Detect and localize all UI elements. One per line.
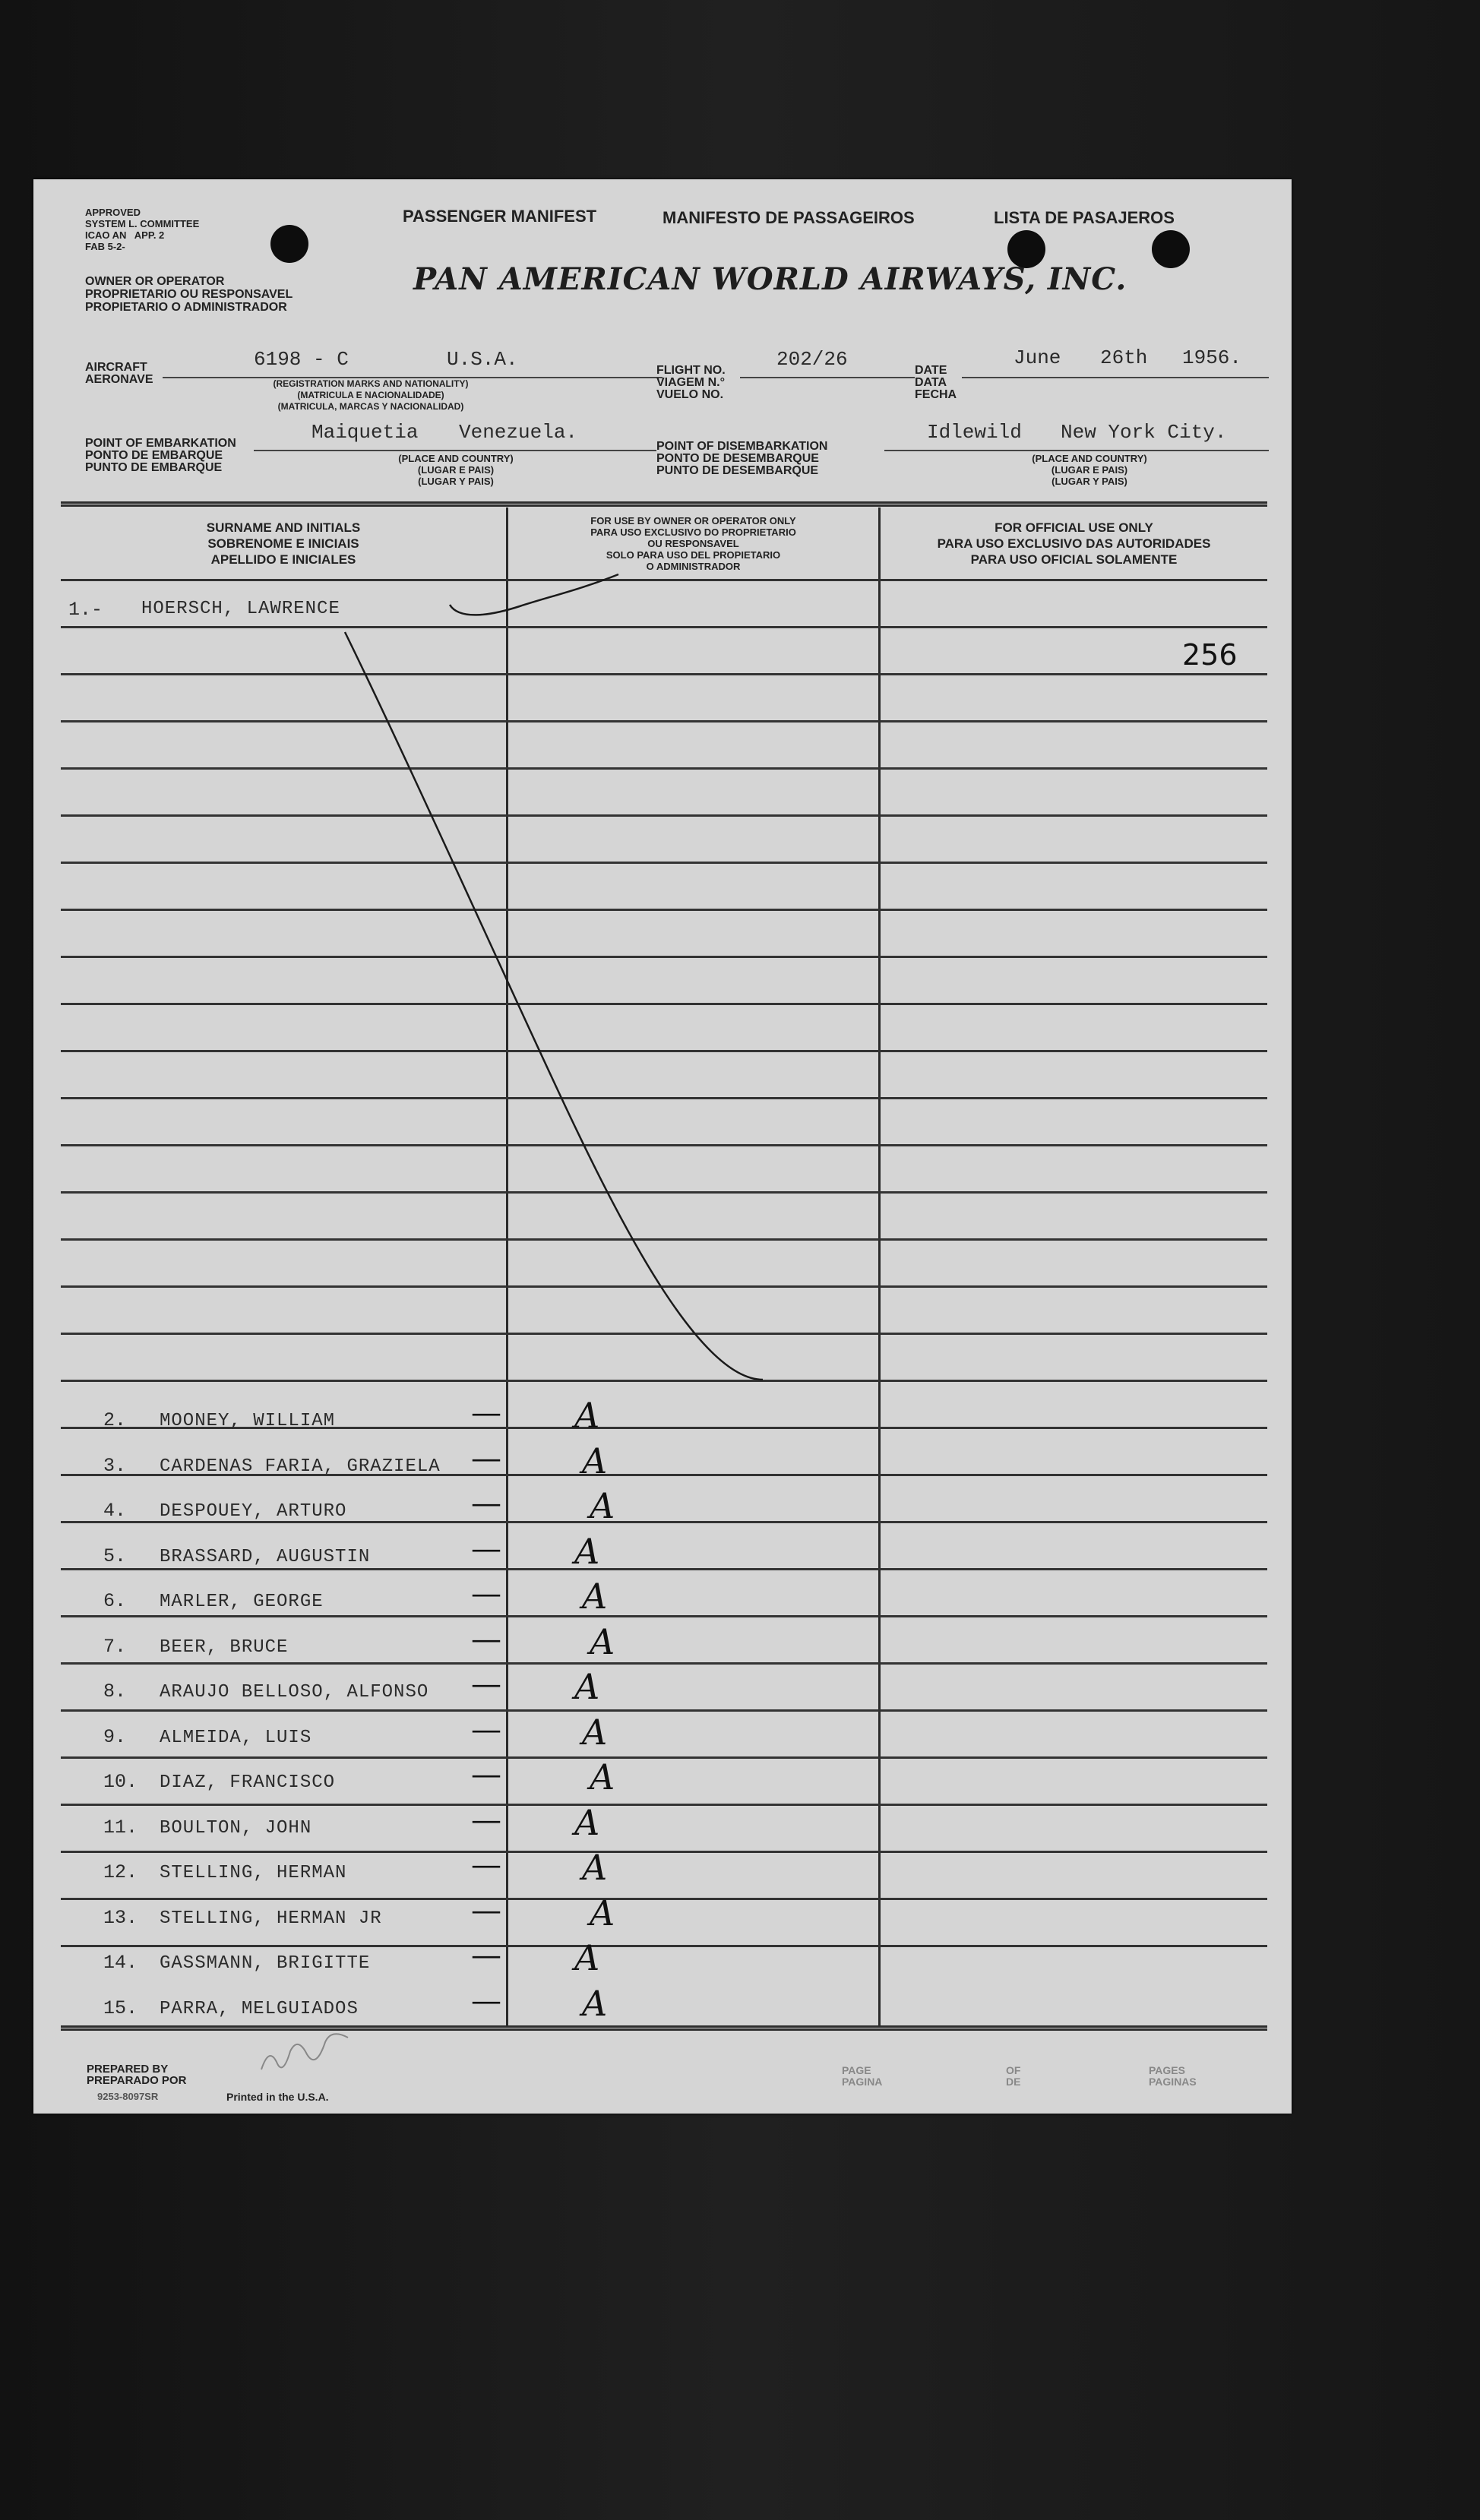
passenger-number: 10.	[103, 1771, 138, 1793]
passenger-row	[61, 1888, 1267, 1935]
passenger-row	[61, 1798, 1267, 1845]
passenger-number: 7.	[103, 1636, 127, 1658]
disembarkation-label: PUNTO DE DESEMBARQUE	[656, 464, 819, 477]
column-header-line: PARA USO EXCLUSIVO DO PROPRIETARIO	[590, 526, 796, 538]
aircraft-label: AERONAVE	[85, 373, 153, 386]
handwritten-mark: A	[582, 1440, 608, 1481]
first-passenger-name: HOERSCH, LAWRENCE	[141, 599, 340, 619]
approval-line: APPROVED	[85, 207, 141, 218]
approval-line: SYSTEM	[85, 218, 126, 229]
passenger-name: BOULTON, JOHN	[160, 1818, 312, 1839]
passenger-number: 8.	[103, 1681, 127, 1703]
check-stroke	[450, 574, 618, 615]
passenger-row	[61, 1526, 1267, 1573]
flight-number: 202/26	[776, 348, 848, 371]
aircraft-nationality: U.S.A.	[447, 348, 518, 371]
official-stamp-number: 256	[1182, 638, 1238, 672]
registration-caption: (REGISTRATION MARKS AND NATIONALITY)	[273, 378, 469, 389]
of-label: DE	[1006, 2076, 1021, 2088]
handwritten-mark: A	[574, 1531, 600, 1572]
column-header-line: SURNAME AND INITIALS	[206, 520, 361, 535]
handwritten-mark: A	[582, 1983, 608, 2024]
passenger-number: 6.	[103, 1590, 127, 1612]
signature-scribble	[261, 2034, 348, 2069]
embarkation-country: Venezuela.	[459, 421, 578, 444]
passenger-number: 15.	[103, 1997, 138, 2019]
passenger-name: BEER, BRUCE	[160, 1637, 289, 1658]
passenger-name: BRASSARD, AUGUSTIN	[160, 1547, 371, 1567]
passenger-name: ALMEIDA, LUIS	[160, 1728, 312, 1748]
owner-label: PROPIETARIO O ADMINISTRADOR	[85, 301, 287, 314]
printed-in-usa: Printed in the U.S.A.	[226, 2091, 329, 2103]
of-labels	[1006, 2065, 1020, 2088]
prepared-label: PREPARED BY	[87, 2063, 169, 2076]
handwritten-mark: A	[574, 1937, 600, 1978]
approval-line: L. COMMITTEE	[128, 218, 200, 229]
passenger-row	[61, 1933, 1267, 1980]
passenger-row	[61, 1390, 1267, 1437]
passenger-name: MOONEY, WILLIAM	[160, 1411, 336, 1431]
place-caption: (PLACE AND COUNTRY)	[1032, 453, 1147, 464]
disembarkation-label: POINT OF DISEMBARKATION	[656, 440, 828, 453]
handwritten-tick-icon: —	[471, 1486, 501, 1521]
passenger-name: PARRA, MELGUIADOS	[160, 1999, 359, 2019]
disembarkation-place: Idlewild	[927, 421, 1022, 444]
flight-label: VIAGEM N.°	[656, 376, 725, 389]
passenger-row	[61, 1662, 1267, 1709]
handwritten-mark: A	[590, 1621, 615, 1662]
passenger-name: DESPOUEY, ARTURO	[160, 1501, 347, 1522]
passenger-row	[61, 1842, 1267, 1889]
aircraft-label: AIRCRAFT	[85, 361, 147, 374]
embarkation-label: POINT OF EMBARKATION	[85, 437, 236, 450]
table-bottom-rule	[61, 2025, 1267, 2031]
date-day: 26th	[1100, 346, 1148, 369]
approval-line: FAB 5-2-	[85, 241, 125, 252]
passenger-number: 11.	[103, 1816, 138, 1839]
handwritten-tick-icon: —	[471, 1893, 501, 1928]
embarkation-label: PONTO DE EMBARQUE	[85, 449, 223, 462]
aircraft-registration: 6198 - C	[254, 348, 349, 371]
airline-name: PAN AMERICAN WORLD AIRWAYS, INC.	[413, 261, 1127, 297]
handwritten-tick-icon: —	[471, 1441, 501, 1476]
passenger-name: GASSMANN, BRIGITTE	[160, 1953, 371, 1974]
strike-stroke	[345, 632, 763, 1380]
handwritten-mark: A	[582, 1576, 608, 1617]
handwritten-tick-icon: —	[471, 1803, 501, 1838]
column-header-line: APELLIDO E INICIALES	[210, 552, 356, 567]
handwritten-mark: A	[590, 1756, 615, 1798]
pages-label: PAGINAS	[1149, 2076, 1197, 2088]
column-header-line: OU RESPONSAVEL	[647, 538, 739, 549]
registration-caption: (MATRICULA E NACIONALIDADE)	[297, 390, 444, 400]
place-caption: (LUGAR E PAIS)	[417, 464, 495, 476]
handwritten-mark: A	[590, 1485, 615, 1526]
passenger-row	[61, 1481, 1267, 1528]
handwritten-mark: A	[574, 1666, 600, 1707]
passenger-name: ARAUJO BELLOSO, ALFONSO	[160, 1682, 429, 1703]
column-header-line: FOR OFFICIAL USE ONLY	[995, 520, 1153, 535]
title-lista: LISTA DE PASAJEROS	[994, 208, 1175, 227]
date-year: 1956.	[1182, 346, 1242, 369]
date-label: FECHA	[915, 388, 957, 401]
passenger-name: MARLER, GEORGE	[160, 1592, 324, 1612]
column-header-line: SOLO PARA USO DEL PROPIETARIO	[606, 549, 781, 561]
approval-line: APP. 2	[134, 229, 165, 241]
handwritten-mark: A	[582, 1712, 608, 1753]
manifest-sheet	[33, 179, 1292, 2114]
handwritten-tick-icon: —	[471, 1667, 501, 1702]
place-caption: (LUGAR E PAIS)	[1051, 464, 1128, 476]
place-caption: (LUGAR Y PAIS)	[1051, 476, 1127, 487]
title-passenger-manifest: PASSENGER MANIFEST	[403, 207, 597, 226]
passenger-row	[61, 1571, 1267, 1618]
passenger-name: CARDENAS FARIA, GRAZIELA	[160, 1456, 441, 1477]
disembarkation-city: New York City.	[1061, 421, 1227, 444]
handwritten-tick-icon: —	[471, 1938, 501, 1973]
handwritten-tick-icon: —	[471, 1396, 501, 1431]
owner-label: OWNER OR OPERATOR	[85, 275, 225, 288]
handwritten-tick-icon: —	[471, 1757, 501, 1792]
pages-label: PAGES	[1149, 2064, 1185, 2076]
page-label: PAGINA	[842, 2076, 883, 2088]
handwritten-mark: A	[590, 1892, 615, 1933]
passenger-number: 14.	[103, 1952, 138, 1974]
approval-line: ICAO AN	[85, 229, 127, 241]
form-number: 9253-8097SR	[97, 2091, 159, 2102]
column-header-line: FOR USE BY OWNER OR OPERATOR ONLY	[590, 515, 796, 526]
passenger-number: 9.	[103, 1726, 127, 1748]
date-label: DATE	[915, 364, 947, 377]
passenger-number: 4.	[103, 1500, 127, 1522]
passenger-number: 5.	[103, 1545, 127, 1567]
prepared-label: PREPARADO POR	[87, 2074, 187, 2087]
handwritten-mark: A	[574, 1802, 600, 1843]
registration-caption: (MATRICULA, MARCAS Y NACIONALIDAD)	[277, 401, 464, 412]
passenger-number: 13.	[103, 1907, 138, 1929]
passenger-row	[61, 1752, 1267, 1799]
column-header-line: O ADMINISTRADOR	[646, 561, 741, 572]
handwritten-tick-icon: —	[471, 1622, 501, 1657]
passenger-number: 3.	[103, 1455, 127, 1477]
passenger-name: DIAZ, FRANCISCO	[160, 1772, 336, 1793]
passenger-row	[61, 1617, 1267, 1664]
handwritten-mark: A	[582, 1847, 608, 1888]
handwritten-tick-icon: —	[471, 1848, 501, 1883]
column-header-line: SOBRENOME E INICIAIS	[207, 536, 359, 551]
prepared-labels	[87, 2063, 186, 2086]
embarkation-place: Maiquetia	[311, 421, 419, 444]
date-month: June	[1014, 346, 1061, 369]
passenger-row	[61, 1436, 1267, 1483]
owner-label: PROPRIETARIO OU RESPONSAVEL	[85, 288, 293, 301]
flight-label: FLIGHT NO.	[656, 364, 726, 377]
passenger-row	[61, 1707, 1267, 1754]
passenger-number: 2.	[103, 1409, 127, 1431]
disembarkation-label: PONTO DE DESEMBARQUE	[656, 452, 819, 465]
date-label: DATA	[915, 376, 947, 389]
column-header-line: PARA USO OFICIAL SOLAMENTE	[970, 552, 1178, 567]
column-header-line: PARA USO EXCLUSIVO DAS AUTORIDADES	[937, 536, 1211, 551]
handwritten-tick-icon: —	[471, 1984, 501, 2019]
passenger-name: STELLING, HERMAN JR	[160, 1908, 382, 1929]
page-label: PAGE	[842, 2064, 871, 2076]
flight-label: VUELO NO.	[656, 388, 724, 401]
passenger-name: STELLING, HERMAN	[160, 1863, 347, 1883]
passenger-row	[61, 1978, 1267, 2025]
handwritten-tick-icon: —	[471, 1576, 501, 1611]
handwritten-tick-icon: —	[471, 1532, 501, 1567]
place-caption: (PLACE AND COUNTRY)	[398, 453, 514, 464]
handwritten-mark: A	[574, 1395, 600, 1436]
first-passenger-number: 1.-	[68, 599, 103, 621]
embarkation-label: PUNTO DE EMBARQUE	[85, 461, 223, 474]
of-label: OF	[1006, 2064, 1021, 2076]
title-manifesto: MANIFESTO DE PASSAGEIROS	[663, 208, 915, 227]
handwritten-tick-icon: —	[471, 1712, 501, 1747]
page-labels	[842, 2065, 882, 2088]
pages-labels	[1149, 2065, 1197, 2088]
passenger-number: 12.	[103, 1861, 138, 1883]
place-caption: (LUGAR Y PAIS)	[418, 476, 494, 487]
